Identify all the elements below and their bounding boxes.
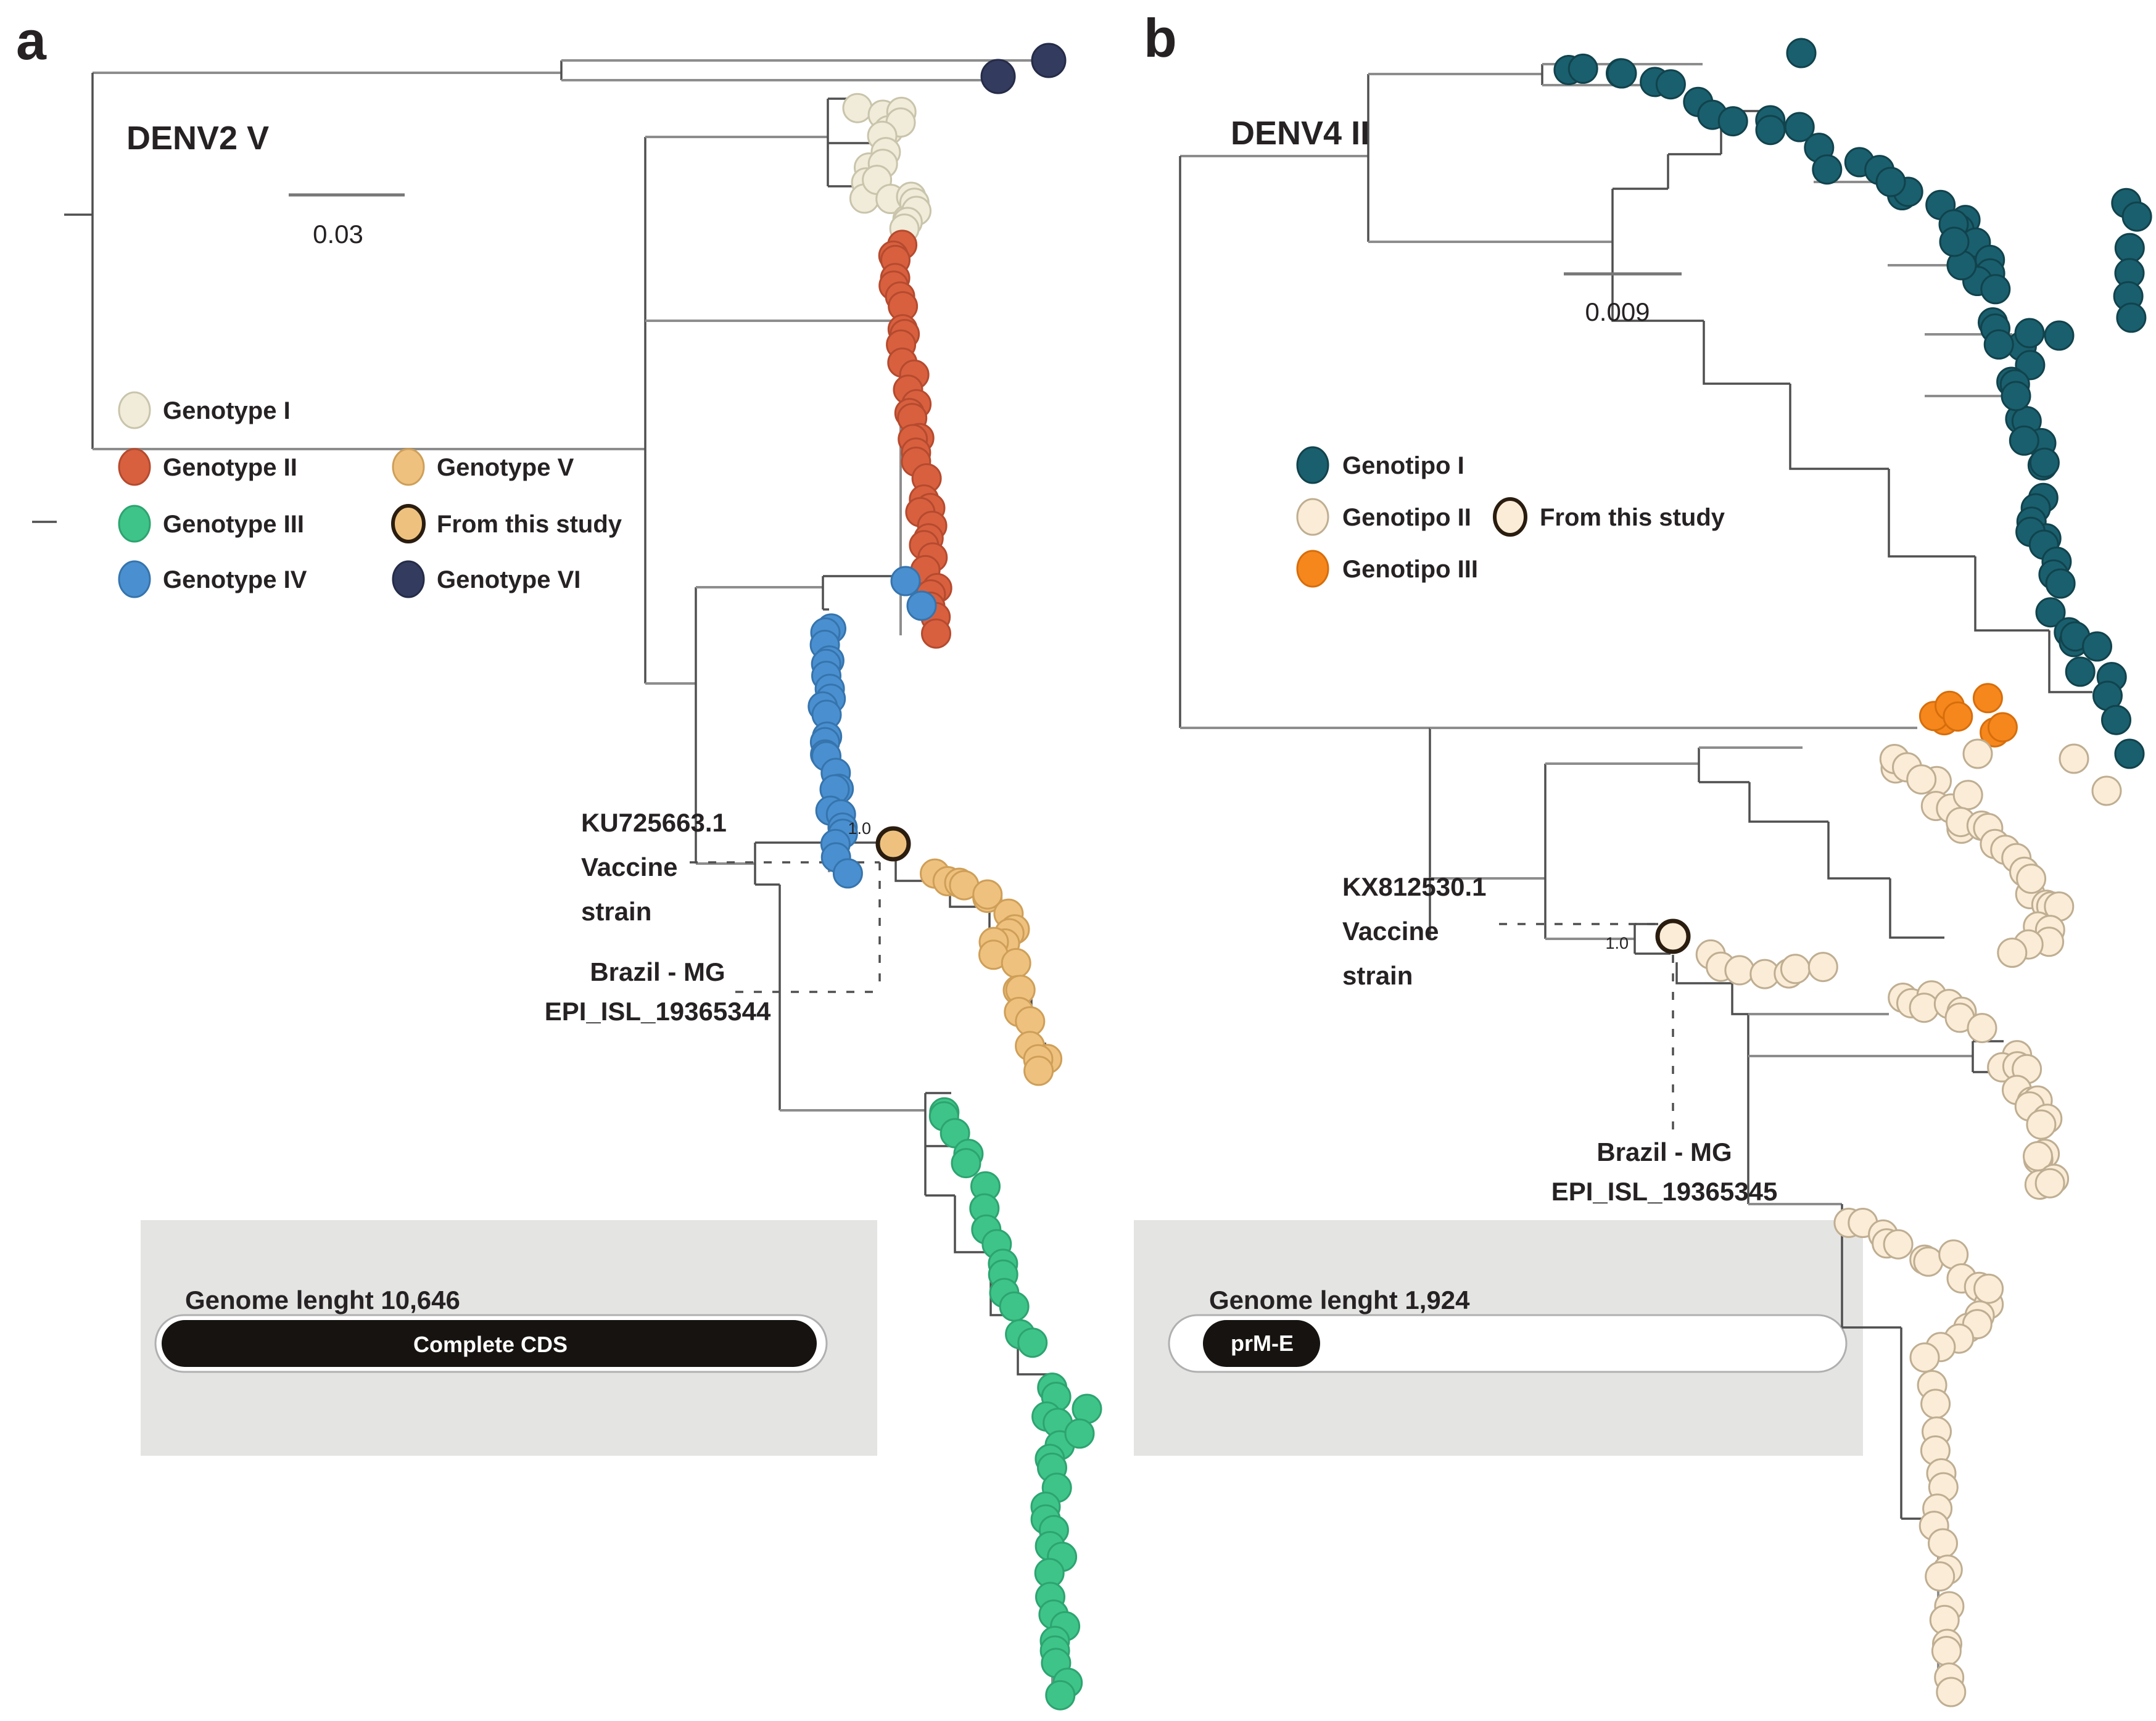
taxon-dot (1954, 781, 1982, 809)
taxon-dot (1940, 228, 1968, 256)
taxon-dot (1065, 1419, 1094, 1448)
legend-label: From this study (1540, 504, 1725, 531)
genome-length-label: Genome lenght 1,924 (1209, 1286, 1470, 1314)
legend-swatch (393, 506, 424, 542)
genome-region-label: Complete CDS (413, 1332, 568, 1357)
taxon-dot (2115, 234, 2144, 262)
legend-swatch (393, 449, 424, 485)
legend-label: Genotipo II (1342, 504, 1471, 531)
taxon-dot (2030, 448, 2059, 477)
taxon-dot (1907, 766, 1936, 794)
cluster-genotype-i (843, 94, 931, 242)
cluster-genotype-vi (981, 44, 1065, 93)
tree-branch (1732, 983, 1748, 1014)
taxon-dot (1914, 1247, 1943, 1276)
legend-swatch (1297, 551, 1328, 587)
taxon-dot (1973, 684, 2002, 712)
taxon-dot (2002, 382, 2030, 410)
panel-title-a: DENV2 V (126, 120, 270, 157)
taxon-dot (2115, 740, 2144, 768)
annotation-line: KX812530.1 (1342, 872, 1487, 901)
taxon-dot (1981, 275, 2010, 303)
genome-length-label: Genome lenght 10,646 (185, 1286, 460, 1314)
legend-label: Genotipo III (1342, 556, 1478, 583)
taxon-dot (1725, 956, 1754, 984)
annotation-line: strain (1342, 961, 1413, 990)
scale-bar-b (1564, 274, 1682, 326)
taxon-dot (1998, 939, 2026, 967)
taxon-dot (1932, 1637, 1960, 1665)
taxon-dot (2015, 319, 2044, 347)
taxon-dot (2060, 745, 2088, 773)
taxon-dot (907, 592, 936, 620)
taxon-dot (2066, 658, 2094, 686)
legend-swatch (119, 449, 150, 485)
taxon-dot (1781, 955, 1809, 983)
taxon-dot (2102, 706, 2131, 734)
cluster-genotipo-i (1555, 39, 2151, 768)
legend-swatch (1297, 499, 1328, 535)
panel-letter-b: b (1144, 7, 1177, 68)
taxon-dot (1937, 1678, 1965, 1706)
genome-box-b (1134, 1220, 1863, 1456)
legend-label: Genotype III (163, 511, 304, 538)
taxon-dot (1569, 54, 1597, 83)
taxon-dot (1968, 1014, 1996, 1042)
annotation-line: KU725663.1 (581, 808, 727, 837)
legend-swatch (119, 561, 150, 597)
tree-branch (1704, 321, 1790, 384)
cluster-genotype-iv (809, 567, 936, 888)
taxon-dot (2046, 569, 2075, 598)
taxon-dot (1809, 953, 1837, 981)
taxon-dot (922, 619, 951, 648)
taxon-dot (1025, 1057, 1053, 1085)
taxon-dot (1964, 740, 1992, 768)
panel-a (16, 10, 1101, 1709)
genome-region-label: prM-E (1231, 1331, 1294, 1356)
from-this-study-node (878, 828, 909, 859)
taxon-dot (1656, 70, 1685, 99)
taxon-dot (2017, 865, 2046, 893)
taxon-dot (1756, 116, 1785, 144)
scale-bar-a (289, 195, 405, 249)
taxon-dot (981, 60, 1015, 93)
vaccine-strain-label-b (1342, 872, 1487, 990)
taxon-dot (2027, 1110, 2055, 1139)
annotation-line: EPI_ISL_19365344 (544, 997, 771, 1026)
taxon-dot (2083, 632, 2112, 661)
taxon-dot (2045, 321, 2073, 350)
cluster-genotype-v (921, 859, 1062, 1085)
taxon-dot (1787, 39, 1815, 67)
panel-title-b: DENV4 II (1231, 115, 1370, 152)
taxon-dot (1929, 1529, 1957, 1558)
taxon-dot (1922, 1390, 1950, 1418)
legend-label: Genotype V (437, 454, 574, 481)
legend-swatch (119, 506, 150, 542)
taxon-dot (1002, 949, 1030, 977)
taxon-dot (1719, 107, 1747, 136)
taxon-dot (891, 567, 920, 595)
tree-branch (1749, 782, 1828, 822)
legend-label: Genotype I (163, 397, 291, 424)
legend-swatch (393, 561, 424, 597)
taxon-dot (1032, 44, 1065, 77)
vaccine-strain-label-a (581, 808, 727, 926)
taxon-dot (1910, 994, 1938, 1022)
legend-label: From this study (437, 511, 622, 538)
legend-label: Genotype II (163, 454, 297, 481)
taxon-dot (1608, 59, 1636, 88)
genome-box-a (141, 1220, 877, 1456)
legend-swatch (1297, 447, 1328, 483)
node-support-value: 1.0 (848, 819, 871, 838)
tree-branch (1890, 878, 1944, 938)
taxon-dot (1877, 168, 1905, 196)
taxon-dot (2117, 303, 2146, 332)
taxon-dot (1988, 713, 2017, 741)
tree-branch (1889, 469, 1975, 556)
from-this-study-node (1658, 921, 1688, 952)
taxon-dot (1975, 1274, 2003, 1303)
taxon-dot (952, 1149, 980, 1178)
annotation-line: EPI_ISL_19365345 (1551, 1177, 1778, 1206)
taxon-dot (1985, 330, 2013, 358)
scale-bar-value: 0.009 (1585, 297, 1650, 326)
node-support-value: 1.0 (1605, 934, 1629, 952)
tree-branch (1790, 384, 1889, 469)
legend-swatch (119, 392, 150, 428)
cluster-genotipo-iii (1920, 684, 2017, 746)
legend-b (1297, 447, 1725, 587)
annotation-line: Vaccine (1342, 917, 1439, 946)
brazil-mg-label-b (1551, 1137, 1778, 1206)
taxon-dot (843, 94, 872, 122)
annotation-line: Brazil - MG (590, 957, 725, 986)
taxon-dot (1884, 1230, 1912, 1258)
annotation-line: Brazil - MG (1596, 1137, 1732, 1166)
annotation-line: Vaccine (581, 852, 678, 881)
taxon-dot (1813, 155, 1841, 184)
cluster-genotype-iii (930, 1098, 1101, 1709)
taxon-dot (1046, 1681, 1075, 1709)
taxon-dot (1926, 1562, 1954, 1591)
legend-swatch (1495, 499, 1526, 535)
taxon-dot (1018, 1329, 1047, 1357)
legend-label: Genotype VI (437, 566, 581, 593)
tree-branch (1828, 822, 1890, 878)
taxon-dot (2123, 202, 2151, 231)
taxon-dot (2010, 426, 2038, 455)
taxon-dot (2036, 1169, 2064, 1197)
taxon-dot (2092, 777, 2121, 805)
scale-bar-value: 0.03 (313, 220, 363, 249)
panel-letter-a: a (16, 10, 46, 71)
taxon-dot (833, 859, 862, 888)
taxon-dot (1910, 1343, 1939, 1372)
taxon-dot (1000, 1292, 1028, 1321)
panel-b (1134, 7, 2151, 1706)
legend-label: Genotipo I (1342, 452, 1464, 479)
taxon-dot (1944, 703, 1972, 731)
legend-a (119, 392, 622, 597)
annotation-line: strain (581, 897, 652, 926)
legend-label: Genotype IV (163, 566, 307, 593)
